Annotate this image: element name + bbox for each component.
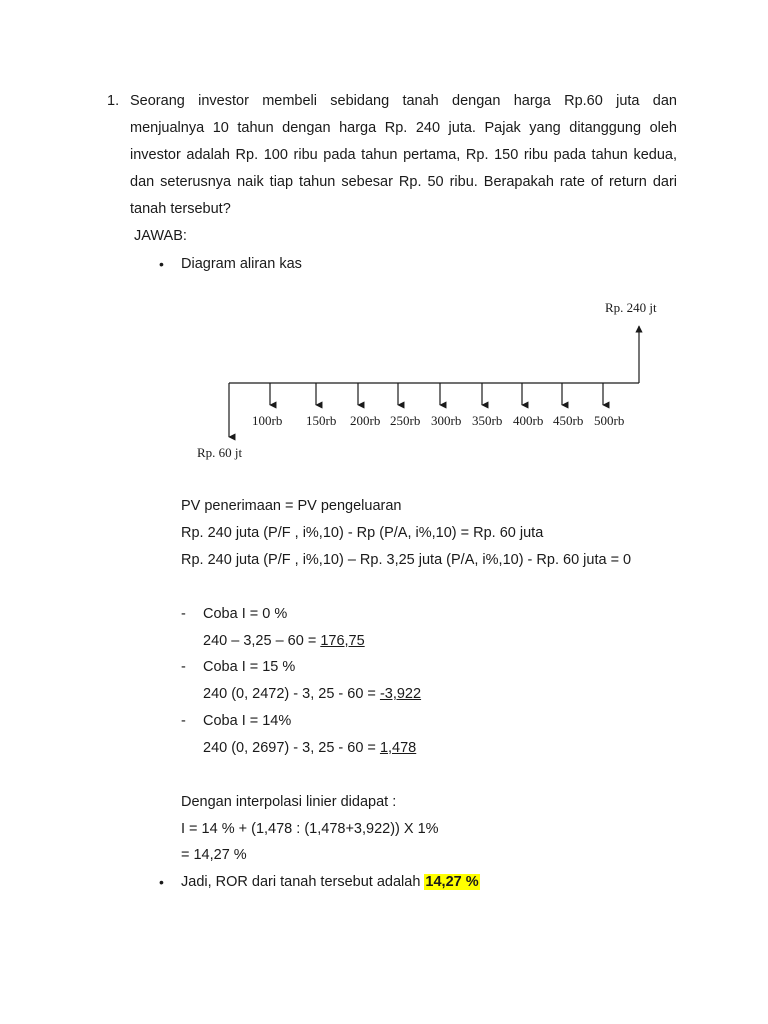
tax-label-8: 450rb <box>553 413 584 428</box>
trial-3-calc: 240 (0, 2697) - 3, 25 - 60 = 1,478 <box>203 740 417 756</box>
trial-2-label: - Coba I = 15 % <box>203 659 295 675</box>
initial-label: Rp. 60 jt <box>197 445 243 460</box>
conclusion: • Jadi, ROR dari tanah tersebut adalah 14,27 % <box>181 874 480 890</box>
receipt-label: Rp. 240 jt <box>605 300 657 315</box>
trial-1-label: - Coba I = 0 % <box>203 606 287 622</box>
trial-1-calc: 240 – 3,25 – 60 = 176,75 <box>203 633 365 649</box>
tax-label-5: 300rb <box>431 413 462 428</box>
trial-3-label: - Coba I = 14% <box>203 713 291 729</box>
diagram-bullet: • Diagram aliran kas <box>181 256 302 272</box>
tax-label-2: 150rb <box>306 413 337 428</box>
equation-3: Rp. 240 juta (P/F , i%,10) – Rp. 3,25 juta (P/A, i%,10) - Rp. 60 juta = 0 <box>181 552 632 568</box>
tax-label-1: 100rb <box>252 413 283 428</box>
tax-label-4: 250rb <box>390 413 421 428</box>
question-number: 1. <box>107 93 120 109</box>
interpolation-formula: I = 14 % + (1,478 : (1,478+3,922)) X 1% <box>181 821 439 837</box>
tax-arrows <box>252 383 624 428</box>
question-line-2: menjualnya 10 tahun dengan harga Rp. 240 juta. Pajak yang ditanggung oleh <box>130 120 677 136</box>
trial-1-result: 176,75 <box>320 633 365 649</box>
interpolation-intro: Dengan interpolasi linier didapat : <box>181 794 397 810</box>
answer-label: JAWAB: <box>134 228 187 244</box>
tax-label-6: 350rb <box>472 413 503 428</box>
trial-3-result: 1,478 <box>379 740 417 756</box>
interpolation-result: = 14,27 % <box>181 847 247 863</box>
question-line-1: Seorang investor membeli sebidang tanah dengan harga Rp.60 juta dan <box>130 93 677 109</box>
question-line-3: investor adalah Rp. 100 ribu pada tahun pertama, Rp. 150 ribu pada tahun kedua, <box>130 147 677 163</box>
trial-2-result: -3,922 <box>379 686 422 702</box>
question-line-5: tanah tersebut? <box>130 201 231 217</box>
equation-1: PV penerimaan = PV pengeluaran <box>181 498 402 514</box>
tax-label-3: 200rb <box>350 413 381 428</box>
tax-label-9: 500rb <box>594 413 625 428</box>
trial-2-calc: 240 (0, 2472) - 3, 25 - 60 = -3,922 <box>203 686 422 702</box>
question-line-4: dan seterusnya naik tiap tahun sebesar Rp. 50 ribu. Berapakah rate of return dari <box>130 174 677 190</box>
cash-flow-diagram <box>0 0 768 480</box>
equation-2: Rp. 240 juta (P/F , i%,10) - Rp (P/A, i%,10) = Rp. 60 juta <box>181 525 544 541</box>
ror-highlight: 14,27 % <box>425 874 479 890</box>
tax-label-7: 400rb <box>513 413 544 428</box>
